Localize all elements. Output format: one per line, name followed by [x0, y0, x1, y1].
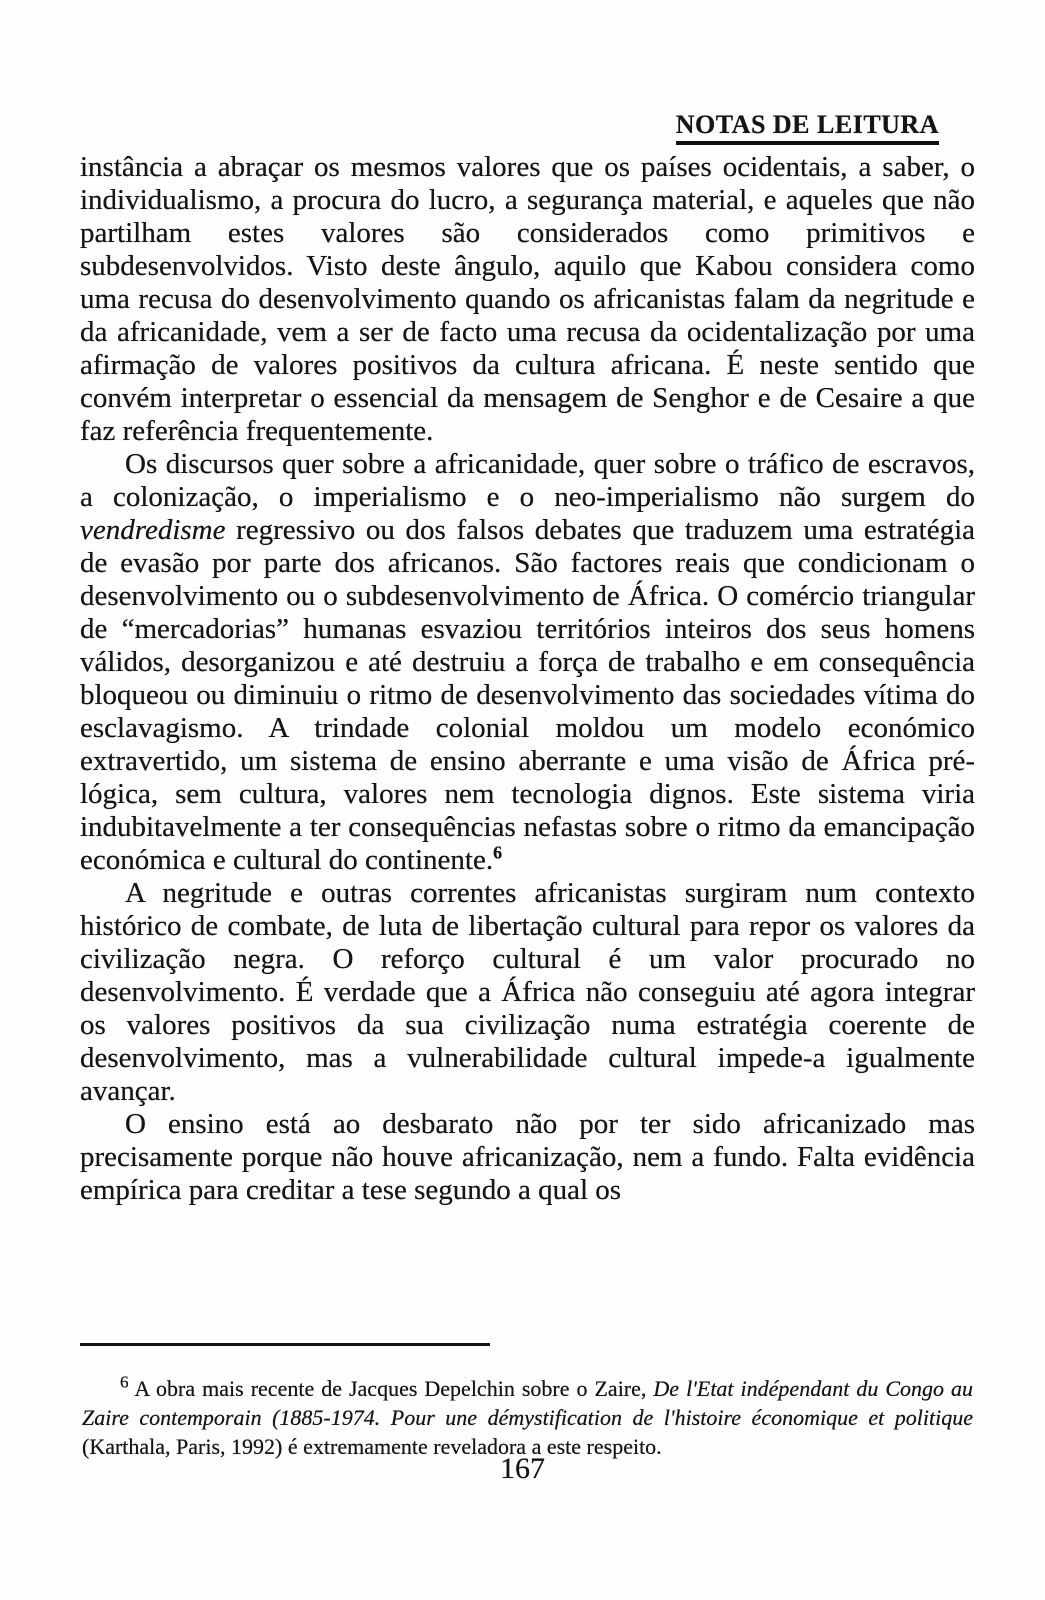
- running-header: NOTAS DE LEITURA: [676, 110, 939, 145]
- text-segment: A obra mais recente de Jacques Depelchin sobre o Zaire,: [128, 1376, 654, 1401]
- text-segment: O ensino está ao desbarato não por ter sido africanizado mas precisamente porque não houve africanização, nem a fundo. Falta evidência empírica para creditar a tese segundo a qual os: [80, 1108, 975, 1206]
- text-segment: Os discursos quer sobre a africanidade, quer sobre o tráfico de escravos, a colonização, o imperialismo e o neo-imperialismo não surgem do: [80, 448, 975, 513]
- footnote-text: [82, 1372, 974, 1459]
- footnote-reference-marker: 6: [120, 1372, 129, 1392]
- text-segment: (Karthala, Paris, 1992) é extremamente reveladora a este respeito.: [82, 1434, 662, 1459]
- footnote-reference-marker: 6: [493, 842, 503, 863]
- paragraph: [80, 448, 975, 877]
- body-text: [80, 151, 975, 1207]
- paragraph: [80, 151, 975, 448]
- text-segment: De l'Etat indépendant du Congo au Zaire contemporain (1885-1974. Pour une démystification de l'histoire économique et politique: [82, 1376, 974, 1430]
- text-segment: instância a abraçar os mesmos valores que os países ocidentais, a saber, o individualismo, a procura do lucro, a segurança material, e aqueles que não partilham estes valores são considerados como primitivos e subdesenvolvidos. Visto deste ângulo, aquilo que Kabou considera como uma recusa do desenvolvimento quando os africanistas falam da negritude e da africanidade, vem a ser de facto uma recusa da ocidentalização por uma afirmação de valores positivos da cultura africana. É neste sentido que convém interpretar o essencial da mensagem de Senghor e de Cesaire a que faz referência frequentemente.: [80, 151, 975, 447]
- paragraph: [80, 877, 975, 1108]
- text-segment: A negritude e outras correntes africanistas surgiram num contexto histórico de combate, de luta de libertação cultural para repor os valores da civilização negra. O reforço cultural é um valor procurado no desenvolvimento. É verdade que a África não conseguiu até agora integrar os valores positivos da sua civilização numa estratégia coerente de desenvolvimento, mas a vulnerabilidade cultural impede-a igualmente avançar.: [80, 877, 975, 1107]
- text-segment: vendredisme: [80, 514, 226, 546]
- footnote: [82, 1374, 973, 1461]
- paragraph: [80, 1108, 975, 1207]
- page-number: 167: [500, 1452, 545, 1485]
- text-segment: regressivo ou dos falsos debates que traduzem uma estratégia de evasão por parte dos africanos. São factores reais que condicionam o desenvolvimento ou o subdesenvolvimento de África. O comércio triangular de “mercadorias” humanas esvaziou territórios inteiros dos seus homens válidos, desorganizou e até destruiu a força de trabalho e em consequência bloqueou ou diminuiu o ritmo de desenvolvimento das sociedades vítima do esclavagismo. A trindade colonial moldou um modelo económico extravertido, um sistema de ensino aberrante e uma visão de África pré-lógica, sem cultura, valores nem tecnologia dignos. Este sistema viria indubitavelmente a ter consequências nefastas sobre o ritmo da emancipação económica e cultural do continente.: [80, 514, 975, 876]
- footnote-separator: [80, 1343, 490, 1346]
